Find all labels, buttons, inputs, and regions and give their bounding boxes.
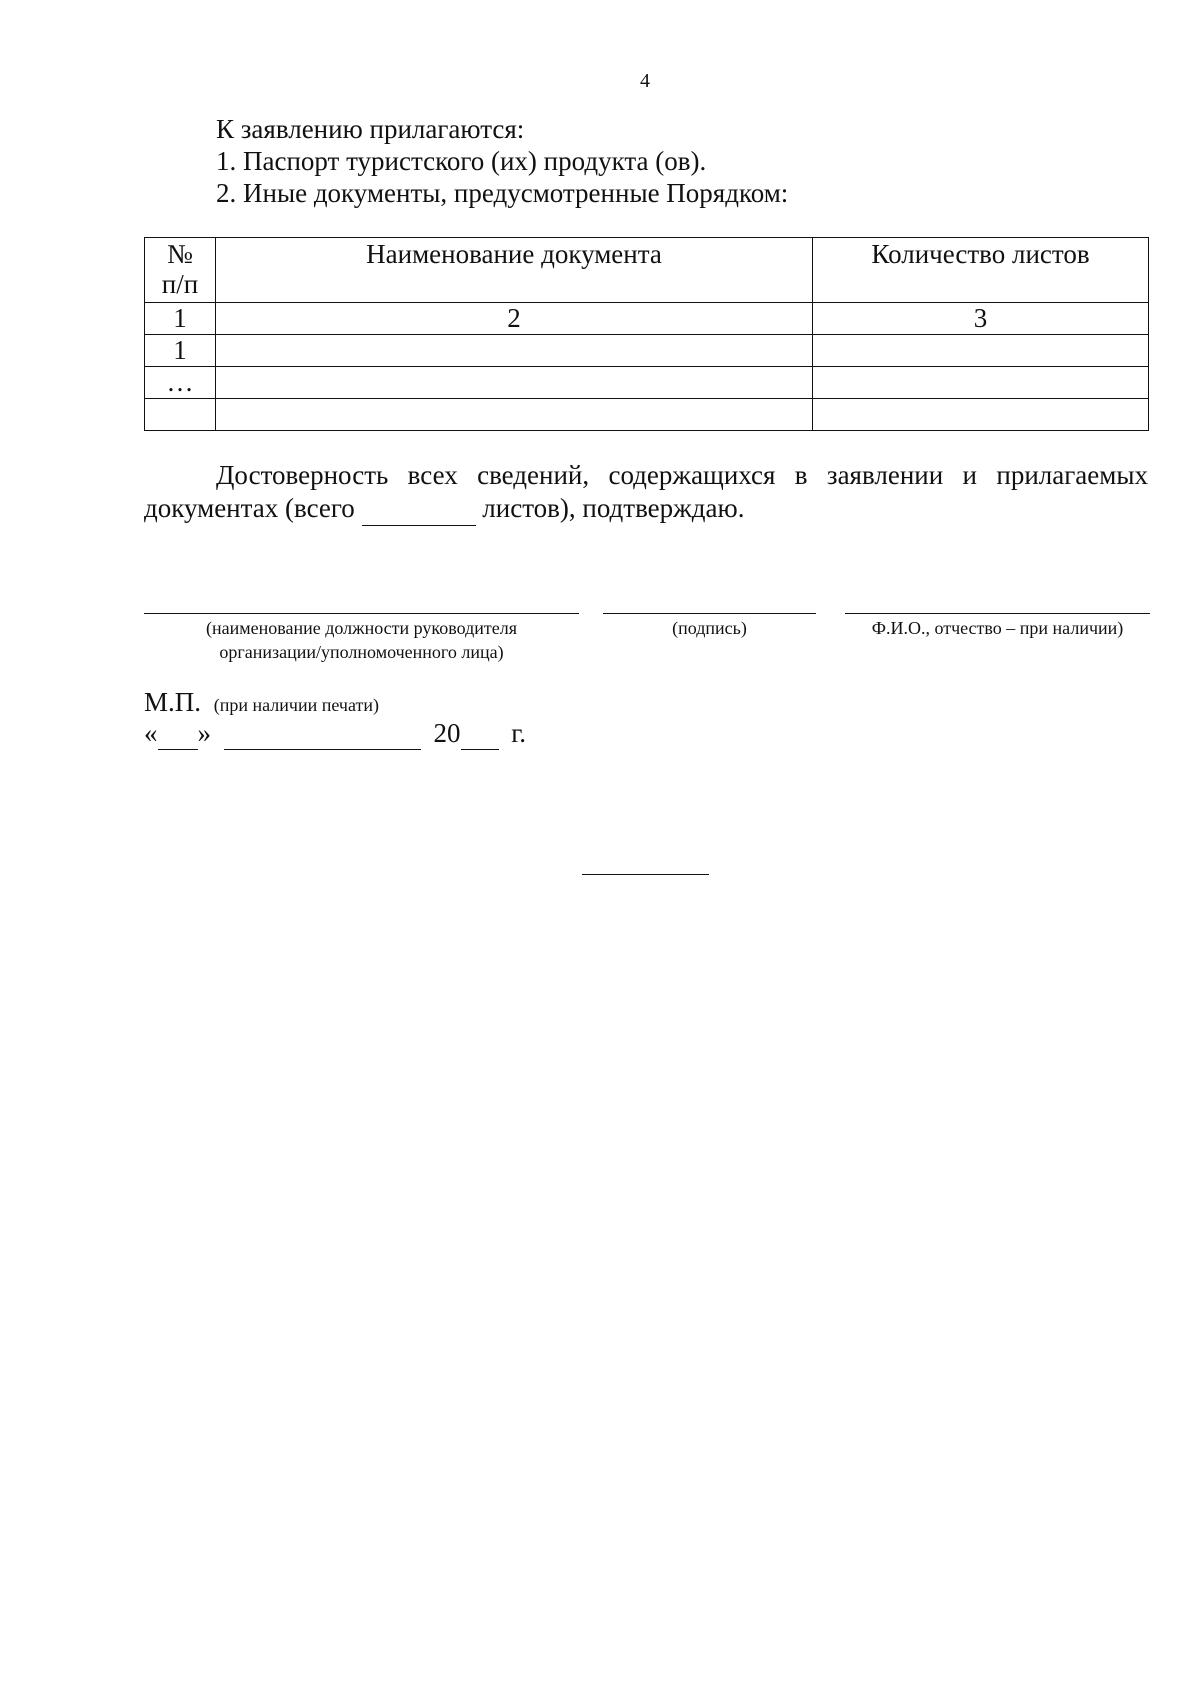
attachments-heading: К заявлению прилагаются: [216, 114, 525, 144]
year-blank [461, 718, 499, 750]
table-numbering-row [145, 303, 1149, 335]
signature-caption: (подпись) [672, 618, 747, 638]
year-suffix: г. [511, 718, 527, 748]
table-cell [813, 335, 1149, 367]
full-name-caption: Ф.И.О., отчество – при наличии) [871, 618, 1124, 638]
table-row [145, 335, 1149, 367]
table-cell [216, 399, 813, 431]
signature-line [603, 613, 816, 614]
documents-table [144, 237, 1149, 431]
attachment-item-2: 2. Иные документы, предусмотренные Порядком: [216, 178, 789, 208]
month-blank [224, 718, 421, 750]
total-sheets-blank [362, 492, 476, 526]
stamp-label: М.П. [144, 687, 202, 717]
confirmation-text-after: листов), подтверждаю. [482, 493, 745, 523]
table-cell: 3 [813, 303, 1149, 335]
table-header-row [145, 238, 1149, 303]
header-number-symbol: № [167, 239, 193, 269]
full-name-line [845, 613, 1150, 614]
header-sheets-cell: Количество листов [813, 238, 1149, 303]
table-cell: 1 [145, 303, 216, 335]
table-cell: … [145, 367, 216, 399]
day-blank [158, 718, 198, 750]
confirmation-line-2 [144, 492, 1148, 526]
date-line [144, 718, 526, 750]
position-caption-line-2: организации/уполномоченного лица) [219, 642, 504, 662]
table-cell [216, 335, 813, 367]
table-cell: 1 [145, 335, 216, 367]
table-row [145, 399, 1149, 431]
position-caption [144, 616, 579, 664]
year-prefix: 20 [433, 718, 461, 748]
attachment-item-1: 1. Паспорт туристского (их) продукта (ов). [216, 146, 707, 176]
table-row [145, 367, 1149, 399]
confirmation-paragraph [144, 459, 1148, 526]
table-cell [145, 399, 216, 431]
header-name-cell: Наименование документа [216, 238, 813, 303]
confirmation-line-1: Достоверность всех сведений, содержащихся в заявлении и прилагаемых [216, 460, 1148, 490]
table-cell [216, 367, 813, 399]
position-signature-line [144, 613, 579, 614]
header-number-cell [145, 238, 216, 303]
date-open-quote: « [144, 718, 158, 748]
position-caption-line-1: (наименование должности руководителя [205, 618, 518, 638]
page-number: 4 [640, 70, 650, 92]
header-number-pp: п/п [161, 269, 199, 299]
table-cell [813, 367, 1149, 399]
table-cell [813, 399, 1149, 431]
date-close-quote: » [197, 718, 211, 748]
confirmation-text-before: документах (всего [144, 493, 355, 523]
attachments-block [216, 113, 788, 209]
stamp-note: (при наличии печати) [213, 695, 379, 715]
stamp-line [144, 687, 379, 718]
table-cell: 2 [216, 303, 813, 335]
end-of-document-rule [582, 874, 709, 875]
